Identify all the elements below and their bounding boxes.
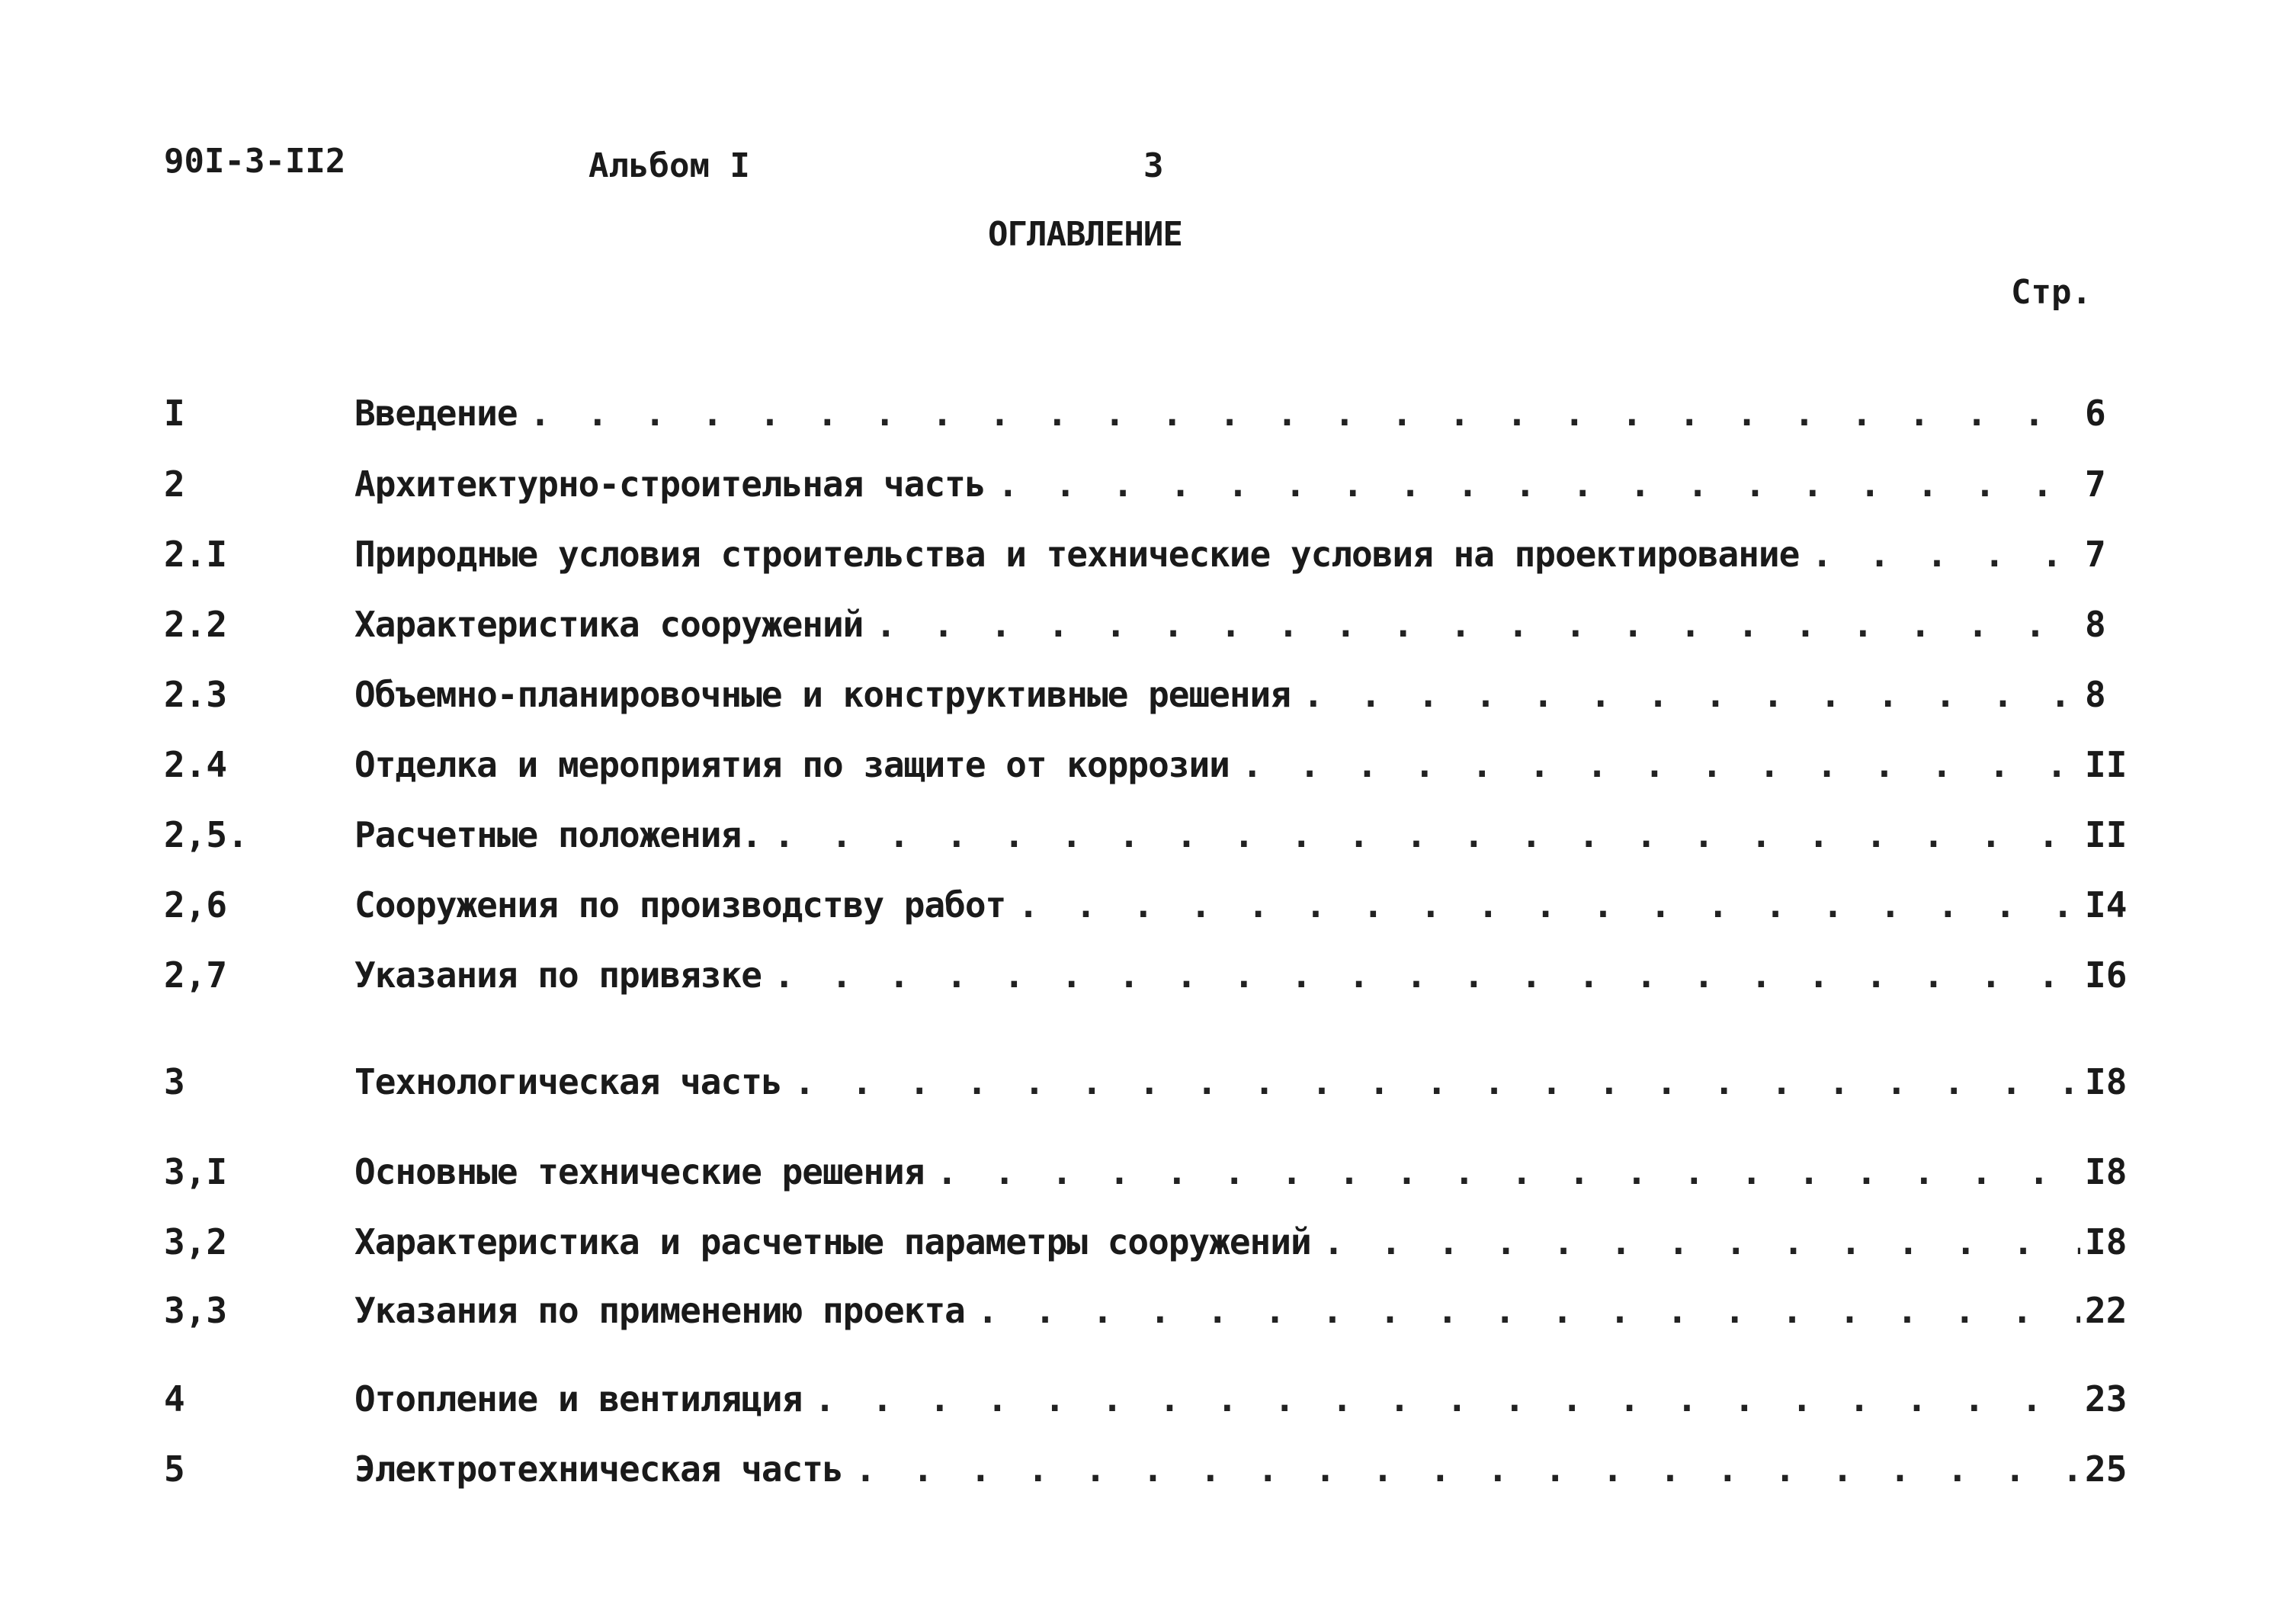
dot-leader	[774, 814, 2080, 855]
toc-entry-number: 2.3	[164, 674, 228, 715]
toc-entry-page: 7	[2085, 464, 2106, 505]
toc-entry	[164, 884, 2146, 930]
toc-entry-title: Отделка и мероприятия по защите от коррозии	[354, 744, 1230, 785]
dot-leader	[1811, 534, 2080, 575]
dot-leader	[814, 1378, 2080, 1420]
toc-entry-number: 3,I	[164, 1151, 228, 1192]
toc-entry-page: II	[2085, 744, 2128, 785]
page-column-label: Стр.	[2011, 273, 2092, 312]
toc-entry-page: 7	[2085, 534, 2106, 575]
toc-entry-number: 4	[164, 1378, 185, 1420]
toc-entry-title: Электротехническая часть	[354, 1448, 843, 1490]
toc-entry-page: 23	[2085, 1378, 2128, 1420]
toc-entry	[164, 1448, 2146, 1494]
dot-leader	[875, 604, 2080, 645]
toc-entry-page: 6	[2085, 393, 2106, 434]
toc-entry	[164, 1061, 2146, 1107]
toc-entry	[164, 674, 2146, 720]
toc-entry-number: 3,2	[164, 1221, 228, 1262]
toc-entry-title: Объемно-планировочные и конструктивные решения	[354, 674, 1291, 715]
toc-entry-title: Характеристика и расчетные параметры сооружений	[354, 1221, 1311, 1262]
toc-entry-page: 22	[2085, 1290, 2128, 1331]
toc-entry-number: I	[164, 393, 185, 434]
toc-title: ОГЛАВЛЕНИЕ	[988, 215, 1182, 254]
dot-leader	[936, 1151, 2080, 1192]
dot-leader	[1242, 744, 2080, 785]
dot-leader	[855, 1448, 2080, 1490]
toc-entry-page: I8	[2085, 1061, 2128, 1102]
toc-entry-title: Технологическая часть	[354, 1061, 782, 1102]
toc-entry-number: 2,5.	[164, 814, 249, 855]
toc-entry-number: 2.2	[164, 604, 228, 645]
dot-leader	[1303, 674, 2080, 715]
toc-entry	[164, 1378, 2146, 1424]
toc-entry	[164, 534, 2146, 579]
toc-entry-page: 25	[2085, 1448, 2128, 1490]
dot-leader	[977, 1290, 2080, 1331]
toc-entry-page: I8	[2085, 1151, 2128, 1192]
toc-entry-title: Введение	[354, 393, 518, 434]
toc-entry-title: Архитектурно-строительная часть	[354, 464, 986, 505]
toc-entry-page: 8	[2085, 674, 2106, 715]
toc-entry-number: 5	[164, 1448, 185, 1490]
toc-entry-title: Сооружения по производству работ	[354, 884, 1006, 925]
toc-entry-title: Указания по привязке	[354, 954, 762, 996]
toc-entry	[164, 1290, 2146, 1336]
toc-entry-number: 3,3	[164, 1290, 228, 1331]
toc-entry	[164, 393, 2146, 438]
toc-entry-page: II	[2085, 814, 2128, 855]
toc-entry-page: 8	[2085, 604, 2106, 645]
toc-entry-number: 2.4	[164, 744, 228, 785]
toc-entry-number: 3	[164, 1061, 185, 1102]
dot-leader	[998, 464, 2080, 505]
dot-leader	[774, 954, 2080, 996]
dot-leader	[1323, 1221, 2080, 1262]
toc-entry-title: Основные технические решения	[354, 1151, 925, 1192]
toc-entry-number: 2,7	[164, 954, 228, 996]
toc-entry-number: 2,6	[164, 884, 228, 925]
toc-entry	[164, 604, 2146, 650]
toc-entry-number: 2	[164, 464, 185, 505]
toc-entry-title: Отопление и вентиляция	[354, 1378, 803, 1420]
toc-entry	[164, 814, 2146, 860]
toc-entry-title: Природные условия строительства и технические условия на проектирование	[354, 534, 1800, 575]
toc-entry-title: Указания по применению проекта	[354, 1290, 965, 1331]
toc-entry	[164, 464, 2146, 509]
toc-entry-number: 2.I	[164, 534, 228, 575]
toc-entry-page: I4	[2085, 884, 2128, 925]
page-number: 3	[1143, 146, 1164, 185]
toc-entry	[164, 954, 2146, 1000]
dot-leader	[530, 393, 2080, 434]
toc-entry-page: I8	[2085, 1221, 2128, 1262]
dot-leader	[794, 1061, 2080, 1102]
dot-leader	[1018, 884, 2080, 925]
toc-entry-page: I6	[2085, 954, 2128, 996]
toc-entry-title: Характеристика сооружений	[354, 604, 864, 645]
toc-entry-title: Расчетные положения.	[354, 814, 762, 855]
toc-entry	[164, 744, 2146, 790]
toc-entry	[164, 1151, 2146, 1197]
toc-entry	[164, 1221, 2146, 1267]
document-code: 90I-3-II2	[164, 142, 346, 181]
album-label: Альбом I	[588, 146, 750, 185]
